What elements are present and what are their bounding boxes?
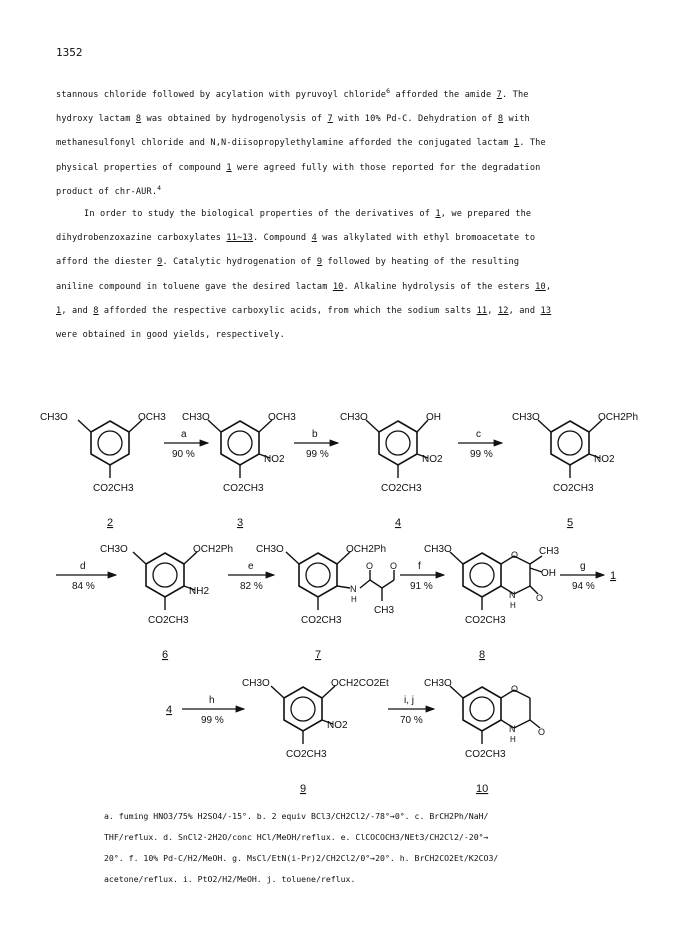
svg-text:O: O xyxy=(538,727,546,737)
svg-text:a: a xyxy=(181,429,187,440)
svg-text:i, j: i, j xyxy=(404,695,414,706)
compound-5 xyxy=(512,412,638,529)
compound-label: 7 xyxy=(315,649,322,661)
arrow-step-e xyxy=(228,561,274,592)
svg-text:H: H xyxy=(351,595,357,604)
svg-text:CH3O: CH3O xyxy=(512,412,540,423)
text-line: afford the diester 9. Catalytic hydrogenation of 9 followed by heating of the resulting xyxy=(56,257,520,268)
svg-text:CO2CH3: CO2CH3 xyxy=(553,483,594,494)
svg-text:d: d xyxy=(80,561,86,572)
text-line: product of chr-AUR.$^4$ xyxy=(56,183,162,197)
svg-text:CO2CH3: CO2CH3 xyxy=(381,483,422,494)
caption-line: acetone/reflux. i. PtO2/H2/MeOH. j. toluene/reflux. xyxy=(104,874,356,884)
svg-text:99 %: 99 % xyxy=(306,449,329,460)
text-line: physical properties of compound 1 were agreed fully with those reported for the degradation xyxy=(56,162,541,173)
paragraph-2 xyxy=(56,202,626,347)
arrow-step-d xyxy=(56,561,116,592)
svg-text:CO2CH3: CO2CH3 xyxy=(148,615,189,626)
paragraph-1 xyxy=(56,83,626,204)
svg-text:OCH2Ph: OCH2Ph xyxy=(598,412,639,423)
text-line: hydroxy lactam 8 was obtained by hydrogenolysis of 7 with 10% Pd-C. Dehydration of 8 with xyxy=(56,114,530,125)
compound-4 xyxy=(340,412,443,529)
compound-label: 5 xyxy=(567,517,574,529)
text-line: methanesulfonyl chloride and N,N-diisopropylethylamine afforded the conjugated lactam 1. The xyxy=(56,138,546,149)
text-line: dihydrobenzoxazine carboxylates 11~13. Compound 4 was alkylated with ethyl bromoacetate to xyxy=(56,233,536,244)
caption-line: THF/reflux. d. SnCl2·2H2O/conc HCl/MeOH/reflux. e. ClCOCOCH3/NEt3/CH2Cl2/-20°→ xyxy=(104,832,489,842)
svg-text:1: 1 xyxy=(610,570,617,582)
arrow-step-h xyxy=(182,695,244,726)
svg-text:OCH2Ph: OCH2Ph xyxy=(346,544,387,555)
arrow-step-f xyxy=(400,561,444,592)
svg-text:H: H xyxy=(510,735,516,744)
svg-text:91 %: 91 % xyxy=(410,581,433,592)
svg-text:c: c xyxy=(476,429,481,440)
compound-label: 3 xyxy=(237,517,244,529)
svg-text:CH3: CH3 xyxy=(374,605,395,616)
text-line: 1, and 8 afforded the respective carboxylic acids, from which the sodium salts 11, 12, and 13 xyxy=(56,305,552,316)
svg-text:e: e xyxy=(248,561,254,572)
caption-line: 20°. f. 10% Pd-C/H2/MeOH. g. MsCl/EtN(i-Pr)2/CH2Cl2/0°→20°. h. BrCH2CO2Et/K2CO3/ xyxy=(104,853,499,863)
compound-9 xyxy=(242,678,389,795)
svg-text:99 %: 99 % xyxy=(470,449,493,460)
svg-text:CO2CH3: CO2CH3 xyxy=(286,749,327,760)
scheme-caption xyxy=(104,806,644,890)
reaction-scheme xyxy=(20,398,660,798)
svg-text:O: O xyxy=(536,593,544,603)
svg-text:CO2CH3: CO2CH3 xyxy=(223,483,264,494)
compound-label: 4 xyxy=(395,517,402,529)
svg-text:NO2: NO2 xyxy=(264,454,285,465)
svg-text:f: f xyxy=(418,561,421,572)
svg-text:NO2: NO2 xyxy=(422,454,443,465)
svg-text:OCH2Ph: OCH2Ph xyxy=(193,544,234,555)
caption-line: a. fuming HNO3/75% H2SO4/-15°. b. 2 equiv BCl3/CH2Cl2/-78°→0°. c. BrCH2Ph/NaH/ xyxy=(104,811,489,821)
compound-3 xyxy=(182,412,296,529)
arrow-step-a xyxy=(164,429,208,460)
compound-label: 9 xyxy=(300,783,307,795)
svg-text:CO2CH3: CO2CH3 xyxy=(465,749,506,760)
text-line: stannous chloride followed by acylation with pyruvoyl chloride$^6$ afforded the amide 7. The xyxy=(56,87,529,100)
svg-text:CH3O: CH3O xyxy=(182,412,210,423)
svg-text:CH3O: CH3O xyxy=(242,678,270,689)
text-line: aniline compound in toluene gave the desired lactam 10. Alkaline hydrolysis of the esters 10, xyxy=(56,281,552,292)
svg-text:OH: OH xyxy=(426,412,441,423)
svg-text:g: g xyxy=(580,561,586,572)
svg-text:70 %: 70 % xyxy=(400,715,423,726)
compound-7 xyxy=(256,544,397,661)
start-compound-4: 4 xyxy=(166,704,173,716)
svg-text:CH3O: CH3O xyxy=(340,412,368,423)
svg-text:OH: OH xyxy=(541,568,556,579)
svg-text:O: O xyxy=(511,684,519,694)
svg-text:OCH3: OCH3 xyxy=(268,412,296,423)
svg-text:90 %: 90 % xyxy=(172,449,195,460)
page-number: 1352 xyxy=(56,46,83,59)
svg-text:94 %: 94 % xyxy=(572,581,595,592)
compound-10 xyxy=(424,678,545,795)
svg-text:CO2CH3: CO2CH3 xyxy=(465,615,506,626)
compound-2 xyxy=(40,412,166,529)
label-ch3o: CH3O xyxy=(40,412,68,423)
arrow-step-ij xyxy=(388,695,434,726)
svg-text:CH3: CH3 xyxy=(539,546,560,557)
svg-text:CH3O: CH3O xyxy=(100,544,128,555)
svg-text:N: N xyxy=(509,590,516,600)
svg-text:99 %: 99 % xyxy=(201,715,224,726)
compound-6 xyxy=(100,544,233,661)
compound-label: 6 xyxy=(162,649,169,661)
svg-text:N: N xyxy=(509,724,516,734)
text-line: were obtained in good yields, respectively. xyxy=(56,330,285,341)
arrow-step-c xyxy=(458,429,502,460)
label-och3: OCH3 xyxy=(138,412,166,423)
svg-text:CO2CH3: CO2CH3 xyxy=(301,615,342,626)
svg-text:N: N xyxy=(350,584,357,594)
svg-text:NO2: NO2 xyxy=(327,720,348,731)
svg-text:84 %: 84 % xyxy=(72,581,95,592)
svg-text:82 %: 82 % xyxy=(240,581,263,592)
compound-label: 2 xyxy=(107,517,114,529)
svg-text:O: O xyxy=(390,561,398,571)
label-co2ch3: CO2CH3 xyxy=(93,483,134,494)
compound-label: 8 xyxy=(479,649,486,661)
svg-text:CH3O: CH3O xyxy=(424,544,452,555)
arrow-step-g xyxy=(560,561,616,592)
svg-text:h: h xyxy=(209,695,215,706)
text-line: In order to study the biological properties of the derivatives of 1, we prepared the xyxy=(84,209,532,219)
svg-text:b: b xyxy=(312,429,318,440)
svg-text:O: O xyxy=(511,550,519,560)
svg-text:CH3O: CH3O xyxy=(424,678,452,689)
compound-label: 10 xyxy=(476,783,489,795)
compound-8 xyxy=(424,544,559,661)
svg-text:OCH2CO2Et: OCH2CO2Et xyxy=(331,678,389,689)
svg-text:NH2: NH2 xyxy=(189,586,210,597)
svg-text:H: H xyxy=(510,601,516,610)
svg-text:NO2: NO2 xyxy=(594,454,615,465)
arrow-step-b xyxy=(294,429,338,460)
svg-text:CH3O: CH3O xyxy=(256,544,284,555)
svg-text:O: O xyxy=(366,561,374,571)
